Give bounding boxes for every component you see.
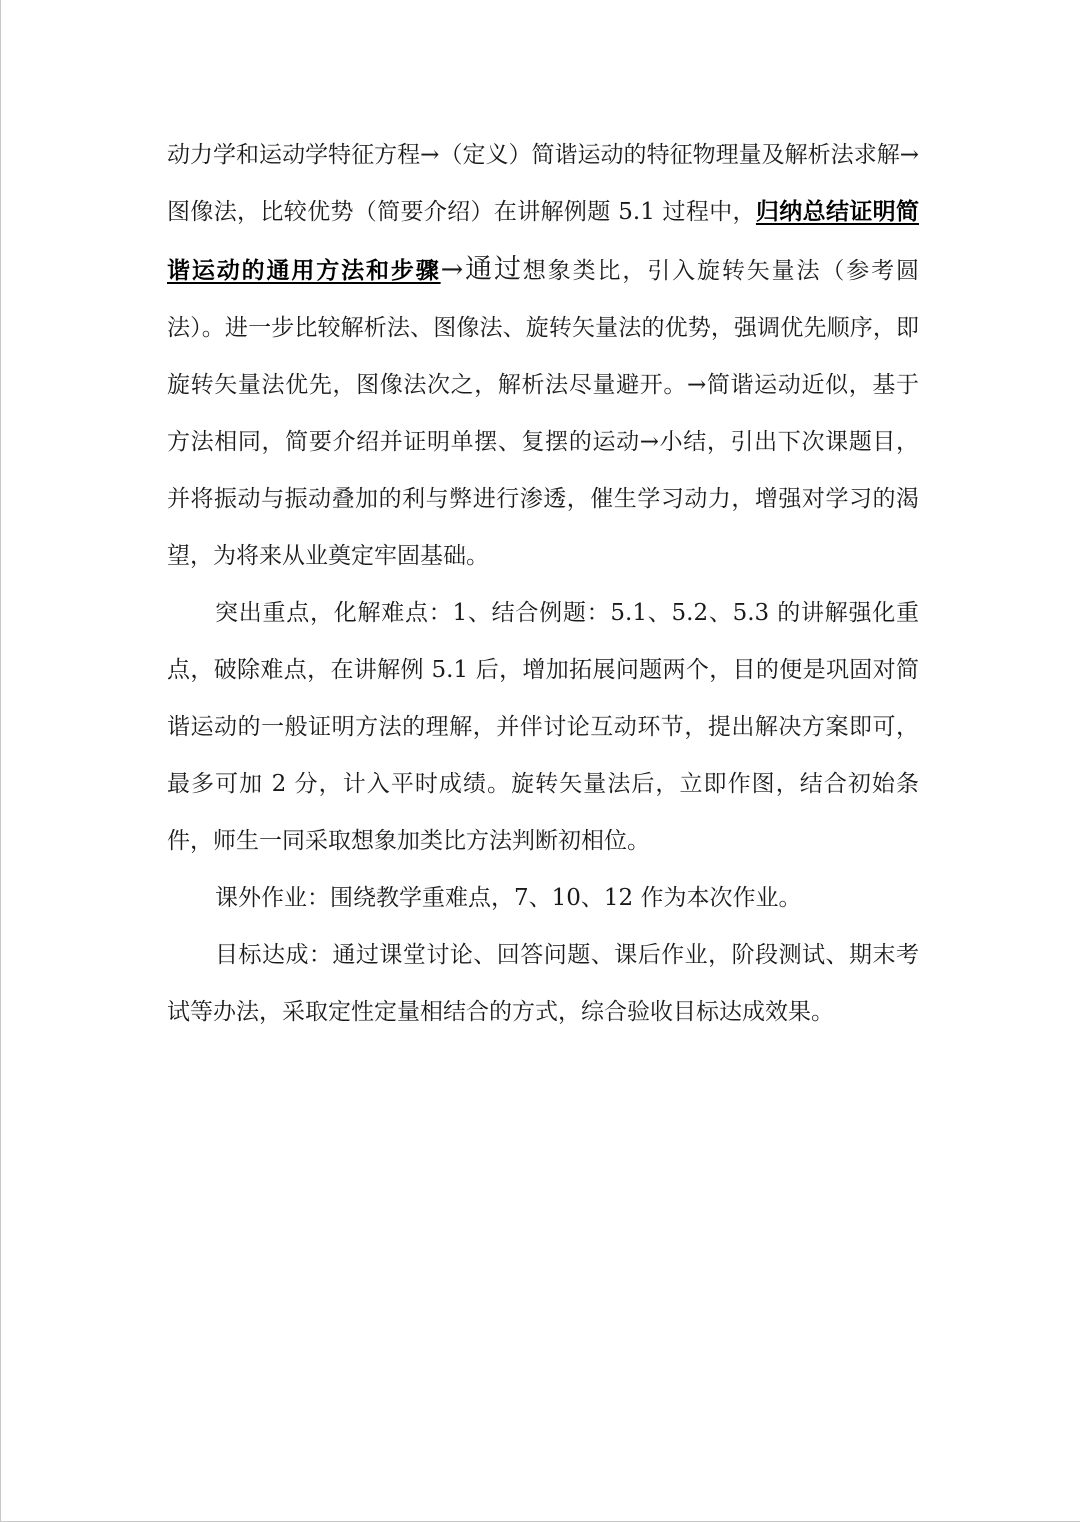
paragraph-1-arrow-text: →通过 [440, 254, 523, 285]
paragraph-key-points: 突出重点，化解难点：1、结合例题：5.1、5.2、5.3 的讲解强化重点，破除难点，在讲解例 5.1 后，增加拓展问题两个，目的便是巩固对简谐运动的一般证明方法的理解，并伴讨论互动环节，提出解决方案即可，最多可加 2 分，计入平时成绩。旋转矢量法后，立即作图，结合初始条件，师生一同采取想象加类比方法判断初相位。 [167, 600, 919, 854]
document-body [167, 127, 919, 1041]
paragraph-teaching-process [167, 127, 919, 585]
paragraph-1-text-a: 动力学和运动学特征方程→（定义）简谐运动的特征物理量及解析法求解→图像法，比较优势（简要介绍）在讲解例题 5.1 过程中， [167, 142, 919, 225]
paragraph-goal-achievement: 目标达成：通过课堂讨论、回答问题、课后作业，阶段测试、期末考试等办法，采取定性定量相结合的方式，综合验收目标达成效果。 [167, 942, 919, 1025]
paragraph-1-text-b: 想象类比，引入旋转矢量法（参考圆法）。进一步比较解析法、图像法、旋转矢量法的优势，强调优先顺序，即旋转矢量法优先，图像法次之，解析法尽量避开。→简谐运动近似，基于方法相同，简要介绍并证明单摆、复摆的运动→小结，引出下次课题目，并将振动与振动叠加的利与弊进行渗透，催生学习动力，增强对学习的渴望，为将来从业奠定牢固基础。 [167, 258, 919, 569]
paragraph-homework: 课外作业：围绕教学重难点，7、10、12 作为本次作业。 [215, 885, 802, 911]
emphasized-summary-text: 归纳总结证明简谐运动的通用方法和步骤 [167, 199, 920, 284]
